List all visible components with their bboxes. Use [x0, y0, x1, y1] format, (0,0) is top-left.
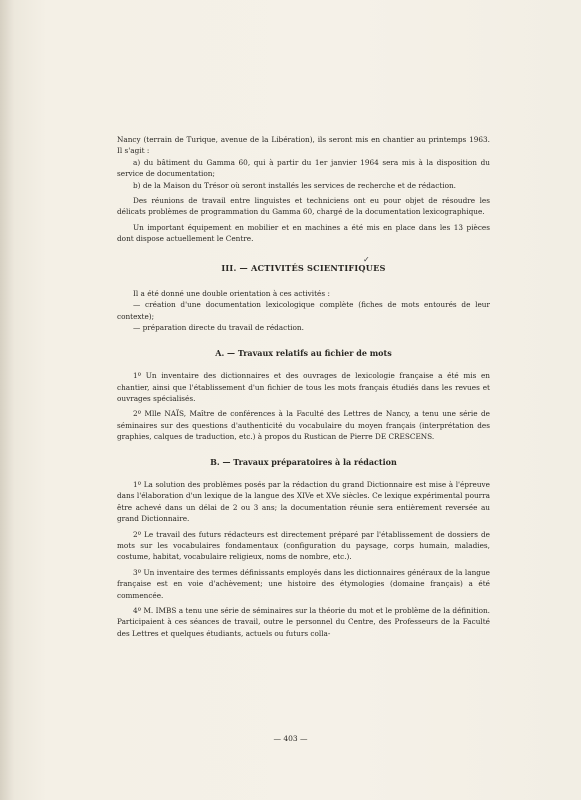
- section-heading: [117, 254, 490, 274]
- paragraph: Il a été donné une double orientation à ces activités :: [133, 289, 330, 299]
- page-number: — 403 —: [273, 734, 308, 743]
- pencil-check-mark: ✓: [363, 254, 370, 264]
- paragraph: — préparation directe du travail de rédaction.: [133, 323, 304, 333]
- section-title: III. — ACTIVITÉS SCIENTIFIQUES: [221, 262, 386, 273]
- paragraph: 3º Un inventaire des termes définissants employés dans les dictionnaires généraux de la langue française est en voie d'achèvement; une histoire des étymologies (domaine français) a été commencée.: [117, 567, 490, 600]
- paragraph: Nancy (terrain de Turique, avenue de la Libération), ils seront mis en chantier au printemps 1963. Il s'agit :: [117, 135, 490, 156]
- subsection-title-b: B. — Travaux préparatoires à la rédaction: [210, 456, 397, 467]
- paragraph: Un important équipement en mobilier et en machines a été mis en place dans les 13 pièces dont dispose actuellement le Centre.: [117, 222, 490, 244]
- paragraph: Des réunions de travail entre linguistes et techniciens ont eu pour objet de résoudre les délicats problèmes de programmation du Gamma 60, chargé de la documentation lexicographique.: [117, 196, 490, 217]
- page-body: [117, 134, 490, 643]
- paragraph: a) du bâtiment du Gamma 60, qui à partir du 1er janvier 1964 sera mis à la disposition du service de documentation;: [117, 157, 490, 179]
- paragraph: — création d'une documentation lexicologique complète (fiches de mots entourés de leur contexte);: [117, 300, 490, 321]
- paragraph: 1º Un inventaire des dictionnaires et des ouvrages de lexicologie française a été mis en chantier, ainsi que l'établissement d'un fichier de tous les mots français étudiés dans les revues et ouvrages spécialisés.: [117, 371, 490, 403]
- paragraph: 2º Le travail des futurs rédacteurs est directement préparé par l'établissement de dossiers de mots sur les vocabulaires fondamentaux (configuration du paysage, corps humain, maladies, costume, habitat, vocabulaire religieux, noms de nombre, etc.).: [117, 529, 490, 562]
- page-spine-shadow: [0, 0, 14, 800]
- paragraph: 2º Mlle NAÏS, Maître de conférences à la Faculté des Lettres de Nancy, a tenu une série de séminaires sur des questions d'authenticité du vocabulaire du moyen français (interprétation des graphies, calques de traduction, etc.) à propos du Rustican de Pierre DE CRESCENS.: [117, 409, 490, 442]
- subsection-title-a: A. — Travaux relatifs au fichier de mots: [215, 347, 392, 358]
- paragraph: 4º M. IMBS a tenu une série de séminaires sur la théorie du mot et le problème de la définition. Participaient à ces séances de travail, outre le personnel du Centre, des Professeurs de la Faculté des Lettres et quelques étudiants, actuels ou futurs colla-: [117, 606, 490, 638]
- paragraph: b) de la Maison du Trésor où seront installés les services de recherche et de rédaction.: [133, 180, 456, 190]
- paragraph: 1º La solution des problèmes posés par la rédaction du grand Dictionnaire est mise à l'épreuve dans l'élaboration d'un lexique de la langue des XIVe et XVe siècles. Ce lexique expérimental pourra être achevé dans un délai de 2 ou 3 ans; la documentation réunie sera entièrement reversée au grand Dictionnaire.: [117, 479, 490, 524]
